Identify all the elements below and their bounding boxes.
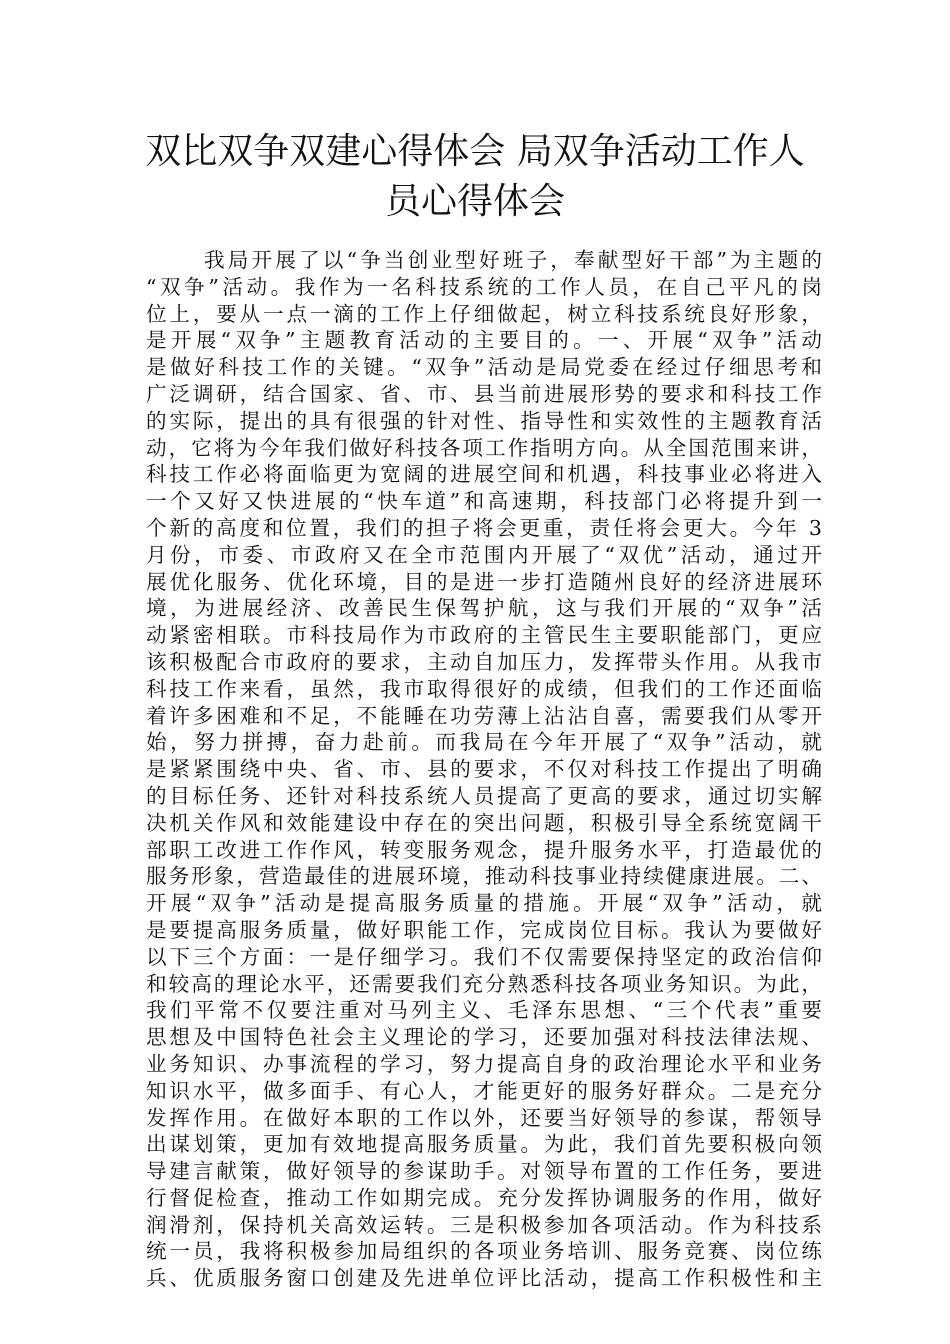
body-line: 的目标任务、还针对科技系统人员提高了更高的要求，通过切实解 bbox=[146, 783, 822, 808]
body-line: 行督促检查，推动工作如期完成。充分发挥协调服务的作用，做好 bbox=[146, 1185, 822, 1210]
body-line: 个新的高度和位置，我们的担子将会更重，责任将会更大。今年 3 bbox=[146, 515, 822, 540]
body-line: 着许多困难和不足，不能睡在功劳薄上沾沾自喜，需要我们从零开 bbox=[146, 703, 822, 728]
body-line: 是要提高服务质量，做好职能工作，完成岗位目标。我认为要做好 bbox=[146, 917, 822, 942]
body-line: 润滑剂，保持机关高效运转。三是积极参加各项活动。作为科技系 bbox=[146, 1212, 822, 1237]
body-line: 月份，市委、市政府又在全市范围内开展了“双优”活动，通过开 bbox=[146, 542, 822, 567]
body-line: 动紧密相联。市科技局作为市政府的主管民生主要职能部门，更应 bbox=[146, 623, 822, 648]
body-line: 统一员，我将积极参加局组织的各项业务培训、服务竞赛、岗位练 bbox=[146, 1239, 822, 1264]
body-line: 发挥作用。在做好本职的工作以外，还要当好领导的参谋，帮领导 bbox=[146, 1105, 822, 1130]
body-line: 思想及中国特色社会主义理论的学习，还要加强对科技法律法规、 bbox=[146, 1025, 822, 1050]
body-line: 知识水平，做多面手、有心人，才能更好的服务好群众。二是充分 bbox=[146, 1078, 822, 1103]
body-line: 导建言献策，做好领导的参谋助手。对领导布置的工作任务，要进 bbox=[146, 1159, 822, 1184]
body-line: 以下三个方面：一是仔细学习。我们不仅需要保持坚定的政治信仰 bbox=[146, 944, 822, 969]
body-line: 兵、优质服务窗口创建及先进单位评比活动，提高工作积极性和主 bbox=[146, 1266, 822, 1291]
body-line: 业务知识、办事流程的学习，努力提高自身的政治理论水平和业务 bbox=[146, 1051, 822, 1076]
body-line: 是紧紧围绕中央、省、市、县的要求，不仅对科技工作提出了明确 bbox=[146, 757, 822, 782]
body-line: 我局开展了以“争当创业型好班子，奉献型好干部”为主题的 bbox=[204, 248, 822, 272]
body-line: “双争”活动。我作为一名科技系统的工作人员，在自己平凡的岗 bbox=[146, 274, 822, 299]
body-line: 位上，要从一点一滴的工作上仔细做起，树立科技系统良好形象， bbox=[146, 301, 822, 326]
body-line: 广泛调研，结合国家、省、市、县当前进展形势的要求和科技工作 bbox=[146, 381, 822, 406]
body-line: 开展“双争”活动是提高服务质量的措施。开展“双争”活动，就 bbox=[146, 891, 822, 916]
body-line: 科技工作来看，虽然，我市取得很好的成绩，但我们的工作还面临 bbox=[146, 676, 822, 701]
body-line: 一个又好又快进展的“快车道”和高速期，科技部门必将提升到一 bbox=[146, 489, 822, 514]
body-line: 科技工作必将面临更为宽阔的进展空间和机遇，科技事业必将进入 bbox=[146, 462, 822, 487]
body-line: 展优化服务、优化环境，目的是进一步打造随州良好的经济进展环 bbox=[146, 569, 822, 594]
body-line: 我们平常不仅要注重对马列主义、毛泽东思想、“三个代表”重要 bbox=[146, 998, 822, 1023]
document-title bbox=[140, 127, 810, 227]
body-line: 境，为进展经济、改善民生保驾护航，这与我们开展的“双争”活 bbox=[146, 596, 822, 621]
title-line: 双比双争双建心得体会 局双争活动工作人 bbox=[145, 131, 805, 172]
document-body bbox=[146, 247, 822, 1292]
body-line: 是开展“双争”主题教育活动的主要目的。一、开展“双争”活动 bbox=[146, 328, 822, 353]
body-line: 该积极配合市政府的要求，主动自加压力，发挥带头作用。从我市 bbox=[146, 649, 822, 674]
body-line: 决机关作风和效能建设中存在的突出问题，积极引导全系统宽阔干 bbox=[146, 810, 822, 835]
body-line: 服务形象，营造最佳的进展环境，推动科技事业持续健康进展。二、 bbox=[146, 864, 822, 889]
body-line: 始，努力拼搏，奋力赴前。而我局在今年开展了“双争”活动，就 bbox=[146, 730, 822, 755]
body-line: 和较高的理论水平，还需要我们充分熟悉科技各项业务知识。为此， bbox=[146, 971, 822, 996]
body-line: 出谋划策，更加有效地提高服务质量。为此，我们首先要积极向领 bbox=[146, 1132, 822, 1157]
body-line: 是做好科技工作的关键。“双争”活动是局党委在经过仔细思考和 bbox=[146, 355, 822, 380]
body-line: 部职工改进工作作风，转变服务观念，提升服务水平，打造最优的 bbox=[146, 837, 822, 862]
title-line: 员心得体会 bbox=[384, 181, 565, 222]
body-line: 动，它将为今年我们做好科技各项工作指明方向。从全国范围来讲， bbox=[146, 435, 822, 460]
body-line: 的实际，提出的具有很强的针对性、指导性和实效性的主题教育活 bbox=[146, 408, 822, 433]
